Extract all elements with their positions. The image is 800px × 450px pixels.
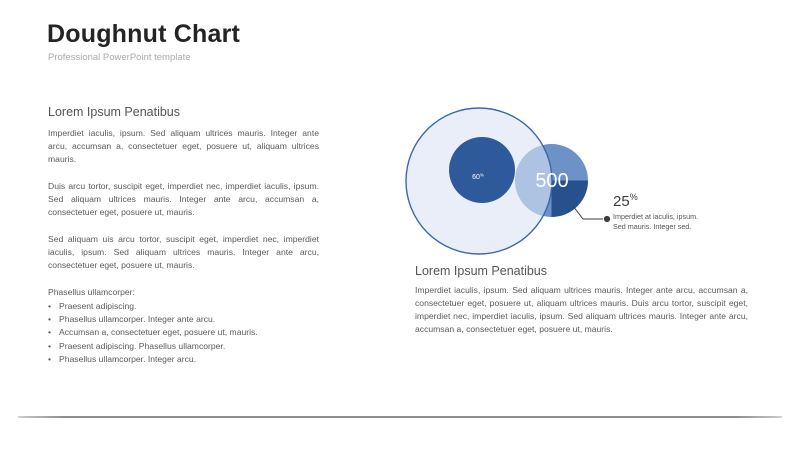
bottom-block-paragraph: Imperdiet iaculis, ipsum. Sed aliquam ultrices mauris. Integer ante arcu, accumsan a, consectetuer eget, posuere ut, aliquam ultrices mauris. Duis arcu tortor, suscipit eget, imperdiet nec, imperdiet iaculis, ipsum. Sed aliquam ultrices mauris. Integer ante arcu, accumsan a, consectetuer eget, posuere ut, mauris. — [415, 285, 748, 334]
callout-line-1: Imperdiet at iaculis, ipsum. — [613, 212, 699, 221]
bullet-icon: • — [48, 301, 52, 311]
list-item — [48, 326, 319, 339]
list-item — [48, 340, 319, 353]
list-item-text: Accumsan a, consectetuer eget, posuere ut, mauris. — [59, 327, 258, 338]
inner-circle-value: 60% — [472, 172, 484, 181]
bullet-list-intro: Phasellus ullamcorper: — [48, 287, 135, 297]
bullet-icon: • — [48, 340, 52, 351]
list-item-text: Praesent adipiscing. Phasellus ullamcorper. — [59, 340, 226, 351]
callout-number: 25 — [613, 193, 630, 210]
bottom-text-block — [415, 264, 748, 336]
list-item — [48, 313, 319, 326]
page-title: Doughnut Chart — [47, 20, 241, 48]
callout-percent-sign: % — [629, 192, 638, 202]
callout-dot-icon — [604, 216, 610, 222]
left-paragraph-3: Sed aliquam uis arcu tortor, suscipit eget, imperdiet nec, imperdiet iaculis, ipsum. Sed aliquam ultrices mauris. Integer ante arcu, consectetuer eget, posuere ut, mauris. — [48, 234, 319, 270]
left-paragraph-2: Duis arcu tortor, suscipit eget, imperdiet nec, imperdiet iaculis, ipsum. Sed aliquam ultrices mauris. Integer ante arcu, accumsan a, consectetuer eget, posuere ut, mauris. — [48, 181, 319, 217]
bullet-icon: • — [48, 314, 52, 325]
list-item-text: Phasellus ullamcorper. Integer arcu. — [59, 353, 197, 364]
left-paragraph-1: Imperdiet iaculis, ipsum. Sed aliquam ultrices mauris. Integer ante arcu, accumsan a, consectetuer eget, posuere ut, aliquam ultrices mauris. — [48, 128, 319, 164]
doughnut-chart — [400, 100, 615, 262]
callout-block — [613, 192, 698, 231]
inner-circle — [449, 137, 515, 203]
page-subtitle: Professional PowerPoint template — [48, 52, 191, 63]
bottom-block-heading: Lorem Ipsum Penatibus — [415, 264, 548, 278]
callout-description — [613, 212, 698, 231]
bullet-list — [48, 300, 319, 366]
list-item-text: Phasellus ullamcorper. Integer ante arcu. — [59, 314, 216, 325]
list-item-text: Praesent adipiscing. — [59, 301, 137, 311]
bullet-icon: • — [48, 327, 52, 338]
footer-divider — [18, 416, 782, 418]
callout-line-2: Sed mauris. Integer sed. — [613, 221, 692, 231]
bullet-icon: • — [48, 353, 52, 364]
callout-value — [613, 192, 698, 210]
left-column-heading: Lorem Ipsum Penatibus — [48, 105, 181, 119]
pie-total-label: 500 — [535, 170, 569, 192]
left-text-column — [48, 105, 319, 366]
list-item — [48, 300, 319, 313]
callout-leader-line — [573, 206, 603, 219]
list-item — [48, 353, 319, 366]
